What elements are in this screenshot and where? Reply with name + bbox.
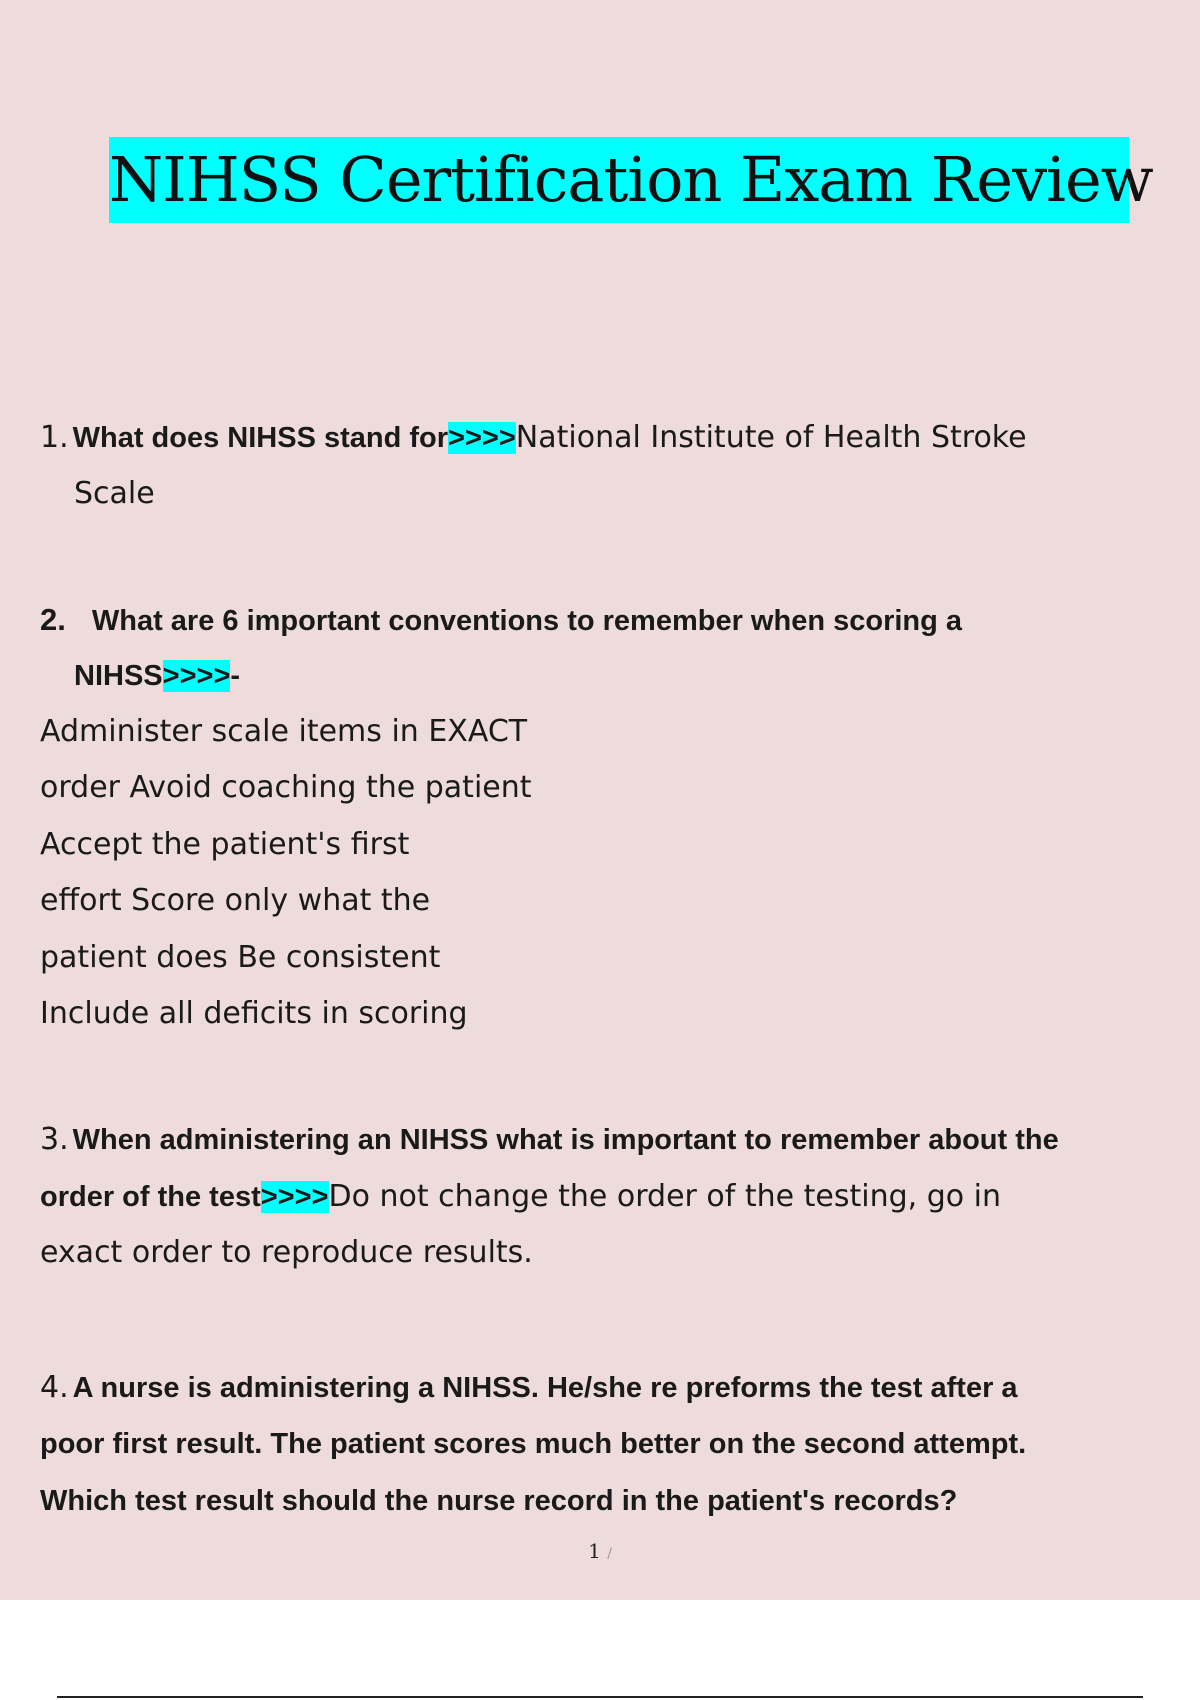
question-1-line-2 — [74, 472, 155, 516]
question-2-answer-line — [40, 879, 430, 923]
question-2-answer-line — [40, 823, 409, 867]
footer-divider — [57, 1696, 1143, 1698]
question-3-number: 3. — [40, 1122, 69, 1157]
answer-line: order Avoid coaching the patient — [40, 770, 532, 805]
question-4-line-3 — [40, 1479, 957, 1523]
answer-line: patient does Be consistent — [40, 940, 441, 975]
question-3-text-cont: order of the test — [40, 1181, 261, 1213]
answer-line: Include all deficits in scoring — [40, 996, 468, 1031]
question-4-number: 4. — [40, 1370, 69, 1405]
question-1-text: What does NIHSS stand for — [72, 422, 449, 454]
question-1-answer: National Institute of Health Stroke — [515, 420, 1027, 455]
question-3-line-2 — [40, 1175, 1001, 1219]
question-3-text: When administering an NIHSS what is important to remember about the — [72, 1124, 1059, 1156]
question-2-number: 2. — [40, 602, 66, 637]
question-2-answer-line — [40, 710, 527, 754]
question-2-text: What are 6 important conventions to remember when scoring a — [91, 605, 963, 637]
answer-line: effort Score only what the — [40, 883, 431, 918]
question-3-arrow: >>>> — [260, 1181, 329, 1213]
question-2-text-cont: NIHSS — [74, 660, 163, 692]
page-number-slash: / — [607, 1546, 612, 1562]
question-2-answer-line — [40, 936, 440, 980]
question-4-line-1 — [40, 1366, 1018, 1410]
question-2-answer-line — [40, 766, 532, 810]
question-3-line-3 — [40, 1231, 533, 1275]
page-number-value: 1 — [588, 1539, 601, 1563]
question-4-text: A nurse is administering a NIHSS. He/she re preforms the test after a — [72, 1372, 1018, 1404]
question-2-arrow: >>>> — [162, 660, 231, 692]
question-3-line-1 — [40, 1118, 1059, 1162]
question-1-answer-cont: Scale — [74, 476, 155, 511]
question-1-arrow: >>>> — [448, 422, 516, 454]
question-2-answer-line — [40, 992, 468, 1036]
question-2-line-1 — [40, 598, 962, 642]
page-title: NIHSS Certification Exam Review — [109, 143, 1153, 216]
answer-line: Accept the patient's first — [40, 827, 410, 862]
page-number — [0, 1539, 1200, 1563]
question-4-text-cont: poor first result. The patient scores much better on the second attempt. — [40, 1428, 1027, 1460]
question-4-text-cont-2: Which test result should the nurse record in the patient's records? — [40, 1485, 958, 1517]
question-3-answer: Do not change the order of the testing, go in — [328, 1179, 1001, 1214]
question-3-answer-cont: exact order to reproduce results. — [40, 1235, 533, 1270]
question-2-line-2 — [74, 654, 240, 698]
question-1-line-1 — [40, 416, 1027, 460]
question-4-line-2 — [40, 1422, 1026, 1466]
title-highlight — [109, 137, 1153, 223]
question-2-dash: - — [230, 660, 241, 692]
question-1-number: 1. — [40, 420, 69, 455]
answer-line: Administer scale items in EXACT — [40, 714, 528, 749]
